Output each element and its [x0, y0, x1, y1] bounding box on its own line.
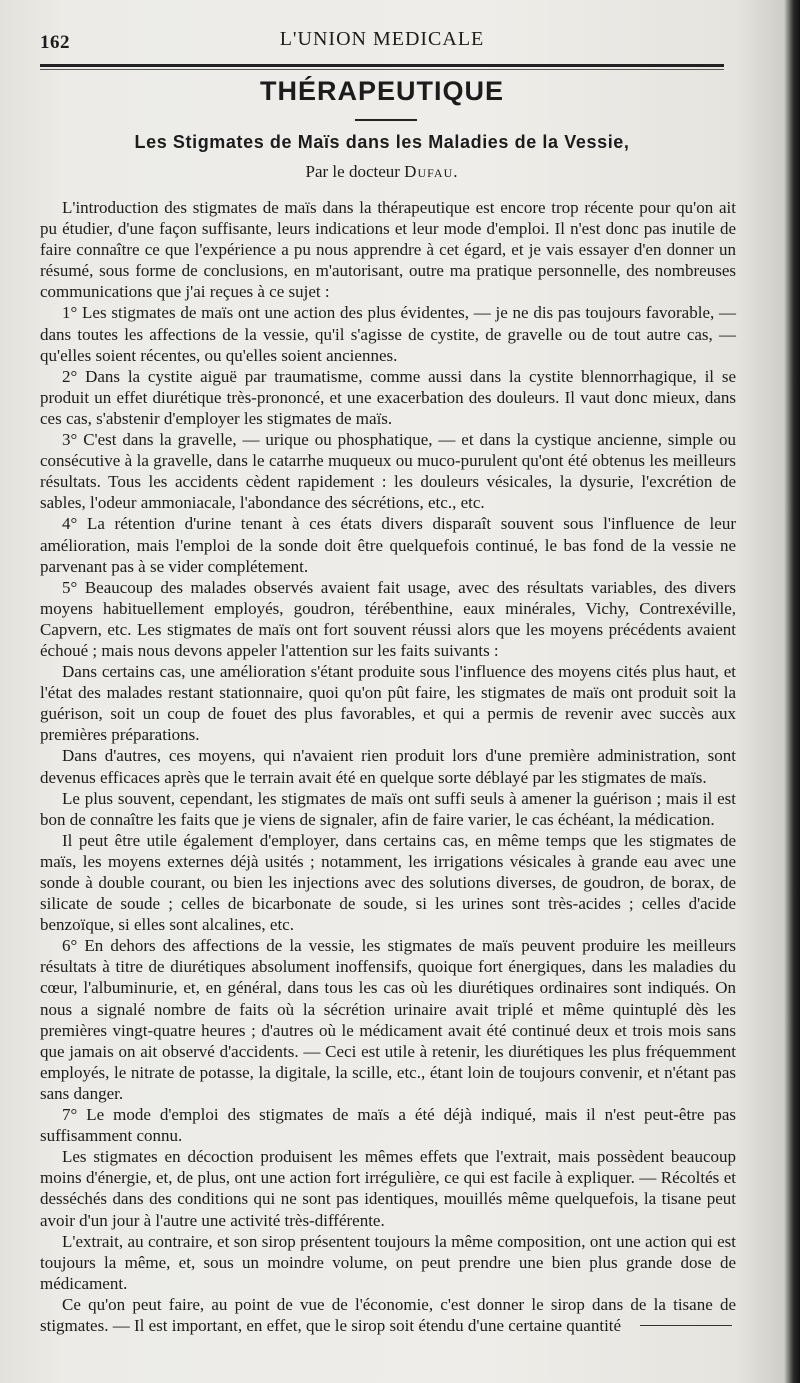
paragraph: Le plus souvent, cependant, les stigmates de maïs ont suffi seuls à amener la guérison ; mais il est bon de connaître les faits que je viens de signaler, afin de faire varier, le cas échéant, la médication.	[40, 788, 736, 829]
paragraph: Dans certains cas, une amélioration s'étant produite sous l'influence des moyens cités plus haut, et l'état des malades restant stationnaire, quoi qu'on pût faire, les stigmates de maïs ont produit soit la guérison, soit un coup de fouet des plus favorables, et qui a permis de revenir avec succès aux premières préparations.	[40, 662, 736, 745]
paragraph: Ce qu'on peut faire, au point de vue de l'économie, c'est donner le sirop dans de la tisane de stigmates. — Il est important, en effet, que le sirop soit étendu d'une certaine quantité	[40, 1294, 736, 1335]
paragraph: 4° La rétention d'urine tenant à ces états divers disparaît souvent sous l'influence de leur amélioration, mais l'emploi de la sonde doit être quelquefois continué, le bas fond de la vessie ne parvenant pas à se vider complétement.	[40, 514, 736, 576]
paragraph: 6° En dehors des affections de la vessie, les stigmates de maïs peuvent produire les meilleurs résultats à titre de diurétiques absolument inoffensifs, quoique fort énergiques, dans les maladies du cœur, l'albuminurie, et, en général, dans tous les cas où les diurétiques ordinaires sont indiqués. On nous a signalé nombre de faits où la sécrétion urinaire avait triplé et même quintuplé dès les premières vingt-quatre heures ; d'autres où le médicament avait été continué deux et trois mois sans que jamais on ait observé d'accidents. — Ceci est utile à retenir, les diurétiques les plus fréquemment employés, le nitrate de potasse, la digitale, la scille, etc., étant loin de toujours convenir, et n'étant pas sans danger.	[40, 936, 736, 1103]
paragraph: Il peut être utile également d'employer, dans certains cas, en même temps que les stigmates de maïs, les moyens externes déjà usités ; notamment, les irrigations vésicales à grande eau avec une sonde à double courant, ou bien les injections avec des solutions diverses, de goudron, de borax, de silicate de soude ; celles de bicarbonate de soude, si les urines sont très-acides ; celles d'acide benzoïque, si elles sont alcalines, etc.	[40, 830, 736, 935]
section-title: THÉRAPEUTIQUE	[259, 76, 505, 106]
paragraph: 2° Dans la cystite aiguë par traumatisme, comme aussi dans la cystite blennorrhagique, il se produit un effet diurétique très-prononcé, et une exacerbation des douleurs. Il vaut donc mieux, dans ces cas, s'abstenir d'employer les stigmates de maïs.	[40, 366, 736, 428]
paragraph: 1° Les stigmates de maïs ont une action des plus évidentes, — je ne dis pas toujours favorable, — dans toutes les affections de la vessie, qu'il s'agisse de cystite, de gravelle ou de tout autre cas, — qu'elles soient récentes, ou qu'elles soient anciennes.	[40, 303, 736, 365]
paragraph: L'introduction des stigmates de maïs dans la thérapeutique est encore trop récente pour qu'on ait pu étudier, d'une façon suffisante, leurs indications et leur mode d'emploi. Il n'est donc pas inutile de faire connaître ce que l'expérience a pu nous apprendre à cet égard, et je vais essayer d'en donner un résumé, sous forme de conclusions, en m'autorisant, outre ma pratique personnelle, des nombreuses communications que j'ai reçues à ce sujet :	[40, 198, 736, 302]
article-body	[40, 197, 736, 1336]
paragraph: L'extrait, au contraire, et son sirop présentent toujours la même composition, ont une action qui est toujours la même, et, sous un moindre volume, on peut prendre une bien plus grande dose de médicament.	[40, 1231, 736, 1293]
journal-title: L'UNION MEDICALE	[279, 28, 485, 50]
header-rule-thin	[40, 69, 724, 70]
byline	[40, 162, 724, 182]
page-number: 162	[40, 32, 70, 53]
paragraph: 5° Beaucoup des malades observés avaient fait usage, avec des résultats variables, des divers moyens habituellement employés, goudron, térébenthine, eaux minérales, Vichy, Contrexéville, Capvern, etc. Les stigmates de maïs ont fort souvent réussi alors que les moyens précédents avaient échoué ; mais nous devons appeler l'attention sur les faits suivants :	[40, 577, 736, 660]
page-header	[36, 26, 728, 56]
byline-prefix: Par le docteur	[305, 162, 405, 181]
author-name: Dufau.	[404, 162, 459, 181]
paragraph: Dans d'autres, ces moyens, qui n'avaient rien produit lors d'une première administration, sont devenus efficaces après que le terrain avait été en quelque sorte déblayé par les stigmates de maïs.	[40, 746, 736, 787]
article-title: Les Stigmates de Maïs dans les Maladies de la Vessie,	[134, 132, 630, 152]
paragraph: 3° C'est dans la gravelle, — urique ou phosphatique, — et dans la cystique ancienne, simple ou consécutive à la gravelle, dans le catarrhe muqueux ou muco-purulent qu'ont été obtenus les meilleurs résultats. Tous les accidents cèdent rapidement : les douleurs vésicales, la dysurie, l'excrétion de sables, l'odeur ammoniacale, l'abondance des sécrétions, etc., etc.	[40, 430, 736, 513]
paragraph: 7° Le mode d'emploi des stigmates de maïs a été déjà indiqué, mais il n'est peut-être pas suffisamment connu.	[40, 1105, 736, 1146]
section-rule	[355, 119, 417, 121]
paragraph: Les stigmates en décoction produisent les mêmes effets que l'extrait, mais possèdent beaucoup moins d'énergie, et, de plus, ont une action fort irrégulière, ce qui est facile à expliquer. — Récoltés et desséchés dans des conditions qui ne sont pas identiques, mouillés même quelquefois, la tisane peut avoir d'un jour à l'autre une activité très-différente.	[40, 1147, 736, 1230]
header-rule	[40, 64, 724, 67]
catchword-rule	[640, 1325, 732, 1326]
